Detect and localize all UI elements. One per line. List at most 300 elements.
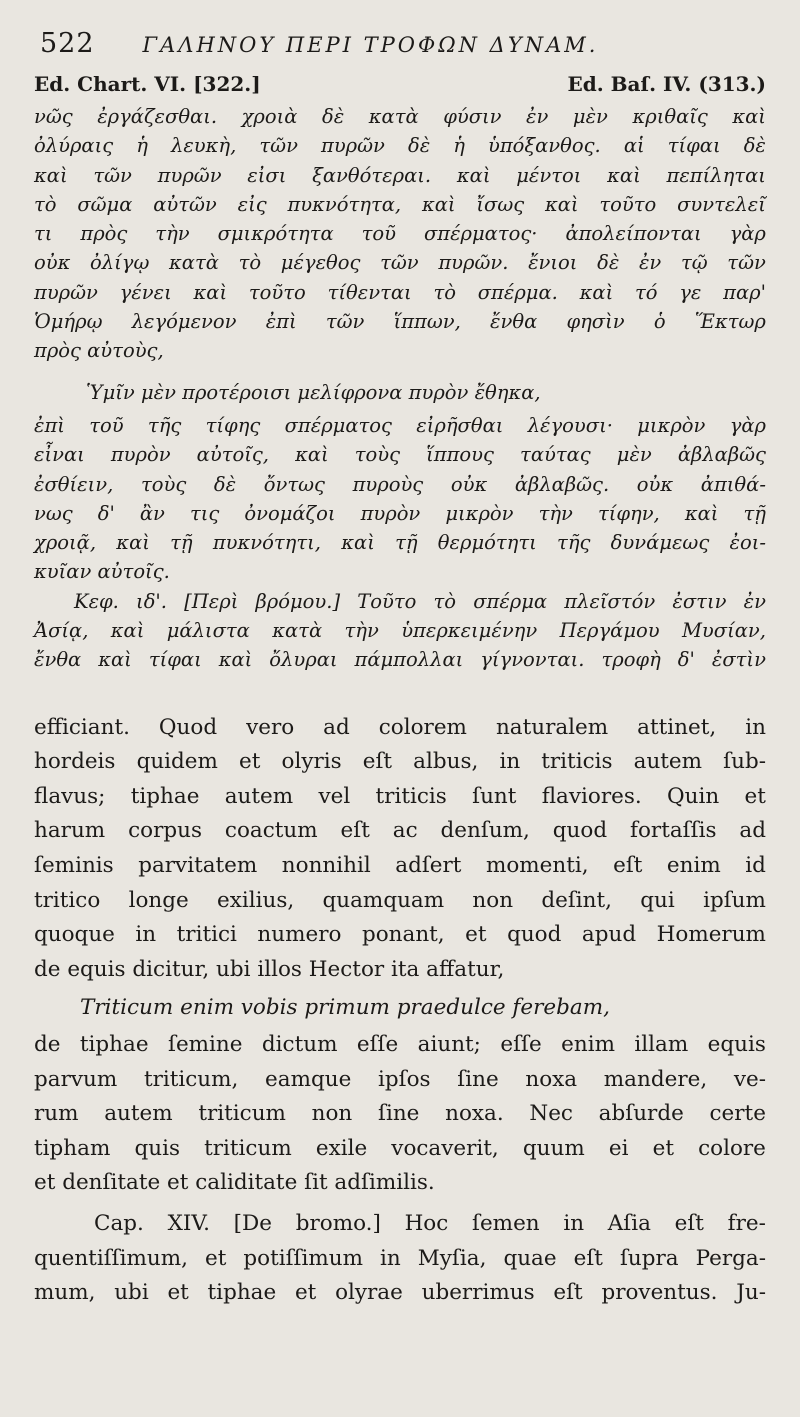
word: momenti, [485,853,589,879]
word: et [744,783,766,809]
word: ponant, [361,922,445,948]
greek-line [34,102,766,131]
word: mandere, [603,1066,708,1092]
word: in [745,714,766,740]
word: τῶν [259,134,298,158]
greek-line [34,499,766,528]
word: exile [315,1135,368,1161]
word: Cap. [94,1210,144,1236]
word: μέγεθος [280,251,361,275]
word: ve- [733,1066,766,1092]
word: τό [634,280,658,304]
word: Myſia, [417,1245,487,1271]
word: πυρὸν [110,443,171,467]
word: τῶν [380,251,419,275]
word: καὶ [456,163,491,187]
word: ἔνθα [490,310,538,334]
word: olyrae [335,1280,403,1306]
word: Ju- [736,1280,766,1306]
word: noxa. [445,1101,504,1127]
word: νως [34,501,73,525]
word: αἱ [623,134,645,158]
word: τίφαι [667,134,721,158]
word: κατὰ [272,619,323,643]
word: τοὺς [140,472,187,496]
word: ἡ [453,134,465,158]
running-title: ΓΑΛΗΝΟΥ ΠΕΡΙ ΤΡΟΦΩΝ ΔΥΝΑΜ. [142,33,599,57]
word: quamquam [322,887,445,913]
word: enim [561,1031,615,1057]
word: ἐστὶν [711,648,766,672]
word: colore [698,1135,766,1161]
word: ἴσως [476,192,525,216]
latin-text-block [34,711,766,1311]
word: πυκνότητι, [212,531,321,555]
word: τίθενται [327,280,412,304]
greek-text-block [34,102,766,675]
word: τῶν [727,251,766,275]
word: φησὶν [566,310,625,334]
word: μὲν [572,105,608,128]
word: Hoc [404,1210,449,1236]
word: λευκὴ, [170,134,237,158]
word: Homerum [656,922,766,948]
word: tiphae [130,783,200,809]
word: τοῦ [89,413,124,437]
latin-verse-quote: Triticum enim vobis primum praedulce ferebam, [80,995,610,1021]
word: id [745,853,766,879]
word: eſt [553,1280,583,1306]
word: τοῦτο [599,192,657,216]
word: non [472,887,514,913]
latin-line [34,1132,766,1167]
word: τοῦ [361,222,396,246]
word: adſert [395,853,462,879]
word: triticis [541,749,613,775]
word: πυκνότητα, [287,192,402,216]
word: καὶ [607,163,641,187]
latin-line: de equis dicitur, ubi illos Hector ita affatur, [34,956,505,982]
greek-line [34,248,766,277]
latin-line [34,780,766,815]
word: παρ' [723,280,766,304]
word: τῷ [680,251,708,275]
word: in [135,922,157,948]
word: enim [666,853,721,879]
word: triticum [204,1135,292,1161]
word: et [294,1280,317,1306]
word: κριθαῖς [632,105,708,128]
latin-line [34,1242,766,1277]
word: ἂν [139,501,165,525]
word: οὐκ [34,251,71,275]
greek-line [34,307,766,336]
word: μάλιστα [166,619,250,643]
word: [De [233,1210,273,1236]
latin-line [34,711,766,746]
word: flavus; [34,783,106,809]
word: Nec [529,1101,573,1127]
word: ταύτας [520,443,591,467]
word: μὲν [616,443,652,467]
word: δὲ [213,472,237,496]
word: quentiſſimum, [34,1245,188,1271]
word: fre- [727,1210,766,1236]
word: εἶναι [34,443,85,467]
word: καὶ [193,280,228,304]
word: πλεῖστόν [564,589,656,613]
word: autem [633,749,703,775]
page-header [40,28,766,68]
word: et [204,1245,227,1271]
word: Aſia [607,1210,651,1236]
word: πυρῶν [157,163,222,187]
word: δὲ [407,134,431,158]
word: hordeis [34,749,116,775]
word: καὶ [34,163,68,187]
word: ἵππους [426,443,494,467]
word: πυρῶν [321,134,385,158]
word: Perga- [695,1245,766,1271]
word: parvum [34,1066,118,1092]
word: tiphae [207,1280,277,1306]
word: fortaſſis [630,818,717,844]
word: δυνάμεως [610,531,710,555]
word: tiphae [79,1031,149,1057]
word: τὸ [433,589,457,613]
greek-line [34,440,766,469]
word: eſſe [500,1031,542,1057]
word: denſum, [440,818,530,844]
word: καὶ [110,619,145,643]
latin-line [34,745,766,780]
word: δὲ [321,105,345,128]
word: Μυσίαν, [681,619,766,643]
word: μικρὸν [637,413,706,437]
word: eſt [362,749,393,775]
word: καὶ [684,501,719,525]
word: γὰρ [729,413,766,437]
word: equis [707,1031,766,1057]
edition-basel-reference: Ed. Baſ. IV. (313.) [567,72,766,96]
word: et [652,1135,674,1161]
word: eſt [573,1245,603,1271]
word: ſemine [167,1031,243,1057]
word: ἐστιν [672,589,727,613]
word: χροιᾷ, [34,531,97,555]
word: μικρὸν [445,501,514,525]
word: autem [104,1101,173,1127]
word: illam [634,1031,689,1057]
word: τῶν [93,163,132,187]
word: ſupra [619,1245,679,1271]
word: et [239,749,261,775]
word: albus, [413,749,479,775]
word: σπέρμα. [477,280,558,304]
word: τὸ [34,192,57,216]
word: ὑπόξανθος. [487,134,601,158]
word: καὶ [544,192,579,216]
word: νῶς [34,105,73,128]
word: nonnihil [281,853,371,879]
greek-chapter-heading-line [34,587,766,616]
word: ἐπὶ [34,413,65,437]
word: ἐοι- [729,531,766,555]
latin-line [34,1276,766,1311]
word: triticum, [143,1066,239,1092]
word: δ' [97,501,115,525]
word: τοῦτο [248,280,306,304]
greek-line [34,528,766,557]
word: τίφην, [597,501,660,525]
word: ἐσθίειν, [34,472,114,496]
word: σπέρματος [284,413,392,437]
word: ξανθότεραι. [312,163,432,187]
word: ἐν [526,105,549,128]
word: ὄντως [263,472,325,496]
word: ἐπὶ [265,310,297,334]
word: [Περὶ [184,589,239,613]
word: ac [392,818,418,844]
word: ὄλυραι [269,648,338,672]
word: vel [318,783,351,809]
word: θερμότητι [437,531,537,555]
word: λεγόμενον [131,310,237,334]
word: Quod [158,714,218,740]
word: noxa [525,1066,578,1092]
greek-line [34,219,766,248]
word: triticum [198,1101,286,1127]
word: ὀλύραις [34,134,114,158]
word: ὑπερκειμένην [401,619,538,643]
word: τίφης [205,413,261,437]
word: ἀβλαβῶς [677,443,766,467]
word: μέντοι [516,163,582,187]
word: aiunt; [417,1031,481,1057]
word: τῇ [395,531,418,555]
word: συντελεῖ [677,192,766,216]
word: καὶ [579,280,614,304]
word: harum [34,818,106,844]
latin-line [34,849,766,884]
word: τὴν [344,619,379,643]
word: ipſos [378,1066,431,1092]
word: triticis [375,783,447,809]
word: mum, [34,1280,96,1306]
word: καὶ [732,105,766,128]
latin-line [34,1063,766,1098]
word: ἡ [136,134,148,158]
word: πυροὺς [352,472,424,496]
word: πάμπολλαι [354,648,464,672]
word: καὶ [98,648,132,672]
word: αὐτῶν [153,192,217,216]
word: γένει [119,280,172,304]
word: abſurde [598,1101,684,1127]
word: ἀπολείπονται [565,222,702,246]
word: uberrimus [421,1280,535,1306]
word: quis [134,1135,180,1161]
word: autem [224,783,294,809]
word: ei [608,1135,629,1161]
word: eſt [340,818,370,844]
word: ὀλίγῳ [90,251,150,275]
greek-line [34,161,766,190]
word: ad [739,818,766,844]
word: coactum [224,818,318,844]
word: in [499,749,521,775]
word: σπέρμα [473,589,548,613]
word: numero [257,922,342,948]
word: quod [552,818,608,844]
word: bromo.] [295,1210,381,1236]
word: φύσιν [443,105,502,128]
word: ἀβλαβῶς. [514,472,610,496]
word: tipham [34,1135,111,1161]
word: Ἀσίᾳ, [34,619,89,643]
word: XIV. [167,1210,210,1236]
word: olyris [281,749,342,775]
word: τοὺς [354,443,401,467]
word: ιδ'. [136,589,167,613]
word: κατὰ [169,251,219,275]
latin-line [34,1097,766,1132]
word: αὐτοῖς, [196,443,269,467]
word: ἐν [743,589,766,613]
word: εἰς [237,192,267,216]
word: quidem [136,749,218,775]
word: parvitatem [138,853,258,879]
word: quum [522,1135,585,1161]
word: de [34,1031,61,1057]
word: ſemen [472,1210,540,1236]
word: οὐκ [450,472,488,496]
word: ubi [114,1280,149,1306]
word: ἐργάζεσθαι. [97,105,218,128]
word: colorem [378,714,467,740]
word: ad [323,714,350,740]
word: exilius, [217,887,295,913]
word: τὴν [538,501,573,525]
word: flaviores. [541,783,642,809]
latin-line [34,1028,766,1063]
word: certe [709,1101,766,1127]
word: ſunt [472,783,517,809]
word: καὶ [421,192,456,216]
word: apud [581,922,637,948]
word: Ὁμήρῳ [34,310,103,334]
word: corpus [128,818,202,844]
word: ἔνιοι [528,251,578,275]
greek-line [34,616,766,645]
word: καὶ [116,531,150,555]
word: vero [246,714,295,740]
greek-line [34,190,766,219]
edition-references [34,72,766,102]
word: σμικρότητα [217,222,334,246]
word: λέγουσι· [527,413,613,437]
word: quae [503,1245,557,1271]
latin-line [34,814,766,849]
word: Ἕκτωρ [694,310,766,334]
word: vocaverit, [391,1135,499,1161]
word: Περγάμου [559,619,660,643]
word: σῶμα [77,192,133,216]
word: πυρῶν. [438,251,509,275]
word: ὀνομάζοι [244,501,336,525]
greek-line [34,131,766,160]
word: ſub- [723,749,766,775]
word: naturalem [495,714,609,740]
word: rum [34,1101,79,1127]
word: efficiant. [34,714,130,740]
word: longe [128,887,189,913]
word: σπέρματος· [423,222,538,246]
latin-chapter-heading-line [34,1207,766,1242]
word: πεπίληται [666,163,766,187]
word: ſine [377,1101,420,1127]
word: ἀπιθά- [700,472,766,496]
word: τῇ [170,531,193,555]
word: τῇ [743,501,766,525]
word: τροφὴ [601,648,661,672]
word: in [380,1245,401,1271]
word: eſſe [356,1031,399,1057]
page-number: 522 [40,28,95,59]
word: eſt [674,1210,704,1236]
word: πυρὸν [360,501,421,525]
word: proventus. [601,1280,718,1306]
word: δ' [677,648,695,672]
latin-line [34,918,766,953]
word: Τοῦτο [357,589,417,613]
word: Quin [667,783,720,809]
word: τὸ [433,280,456,304]
word: eſt [613,853,643,879]
greek-line [34,470,766,499]
word: τὸ [238,251,262,275]
word: ὁ [653,310,666,334]
word: τῶν [325,310,365,334]
word: ἔνθα [34,648,82,672]
greek-line: πρὸς αὐτοὺς, [34,339,164,363]
word: δὲ [743,134,766,158]
word: πρὸς [80,222,128,246]
word: χροιὰ [241,105,298,128]
greek-line [34,645,766,674]
word: ipſum [703,887,766,913]
word: τίφαι [148,648,202,672]
word: τῆς [557,531,591,555]
greek-line [34,278,766,307]
word: εἰσι [247,163,287,187]
word: qui [640,887,675,913]
word: ſine [457,1066,499,1092]
word: ἐν [638,251,662,275]
word: δὲ [597,251,620,275]
word: et [167,1280,189,1306]
word: γίγνονται. [480,648,585,672]
word: tritico [34,887,101,913]
word: dictum [261,1031,338,1057]
word: πυρῶν [34,280,98,304]
word: τι [34,222,53,246]
word: τῆς [147,413,182,437]
greek-line [34,411,766,440]
word: ſeminis [34,853,114,879]
word: βρόμου.] [255,589,341,613]
latin-line: et denſitate et caliditate ſit adſimilis. [34,1170,435,1196]
